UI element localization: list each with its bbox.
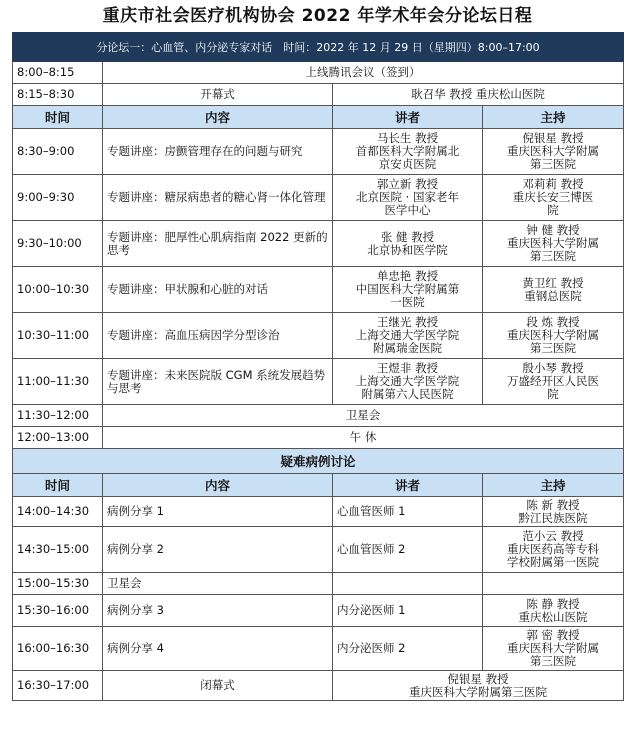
time-cell: 8:00–8:15 bbox=[13, 62, 103, 84]
speaker-line: 王煜非 教授 bbox=[376, 361, 439, 375]
content-cell: 开幕式 bbox=[103, 84, 333, 106]
speaker-cell: 心血管医师 1 bbox=[333, 497, 483, 527]
break-row bbox=[13, 427, 624, 449]
host-line: 倪银星 教授 bbox=[522, 131, 584, 145]
header-content: 内容 bbox=[103, 106, 333, 129]
header-time: 时间 bbox=[13, 474, 103, 497]
header-speaker: 讲者 bbox=[333, 474, 483, 497]
host-line: 第三医院 bbox=[530, 157, 576, 171]
host-line: 陈 静 教授 bbox=[526, 596, 580, 611]
forum-banner-row bbox=[13, 33, 624, 62]
speaker-line: 上海交通大学医学院 bbox=[355, 374, 460, 388]
host-line: 黔江民族医院 bbox=[518, 510, 588, 525]
host-line: 重钢总医院 bbox=[524, 288, 582, 303]
host-line: 第三医院 bbox=[530, 249, 576, 263]
time-cell: 14:00–14:30 bbox=[13, 497, 103, 527]
host-cell bbox=[483, 129, 624, 175]
speaker-line: 中国医科大学附属第 bbox=[355, 282, 460, 296]
speaker-cell: 内分泌医师 2 bbox=[333, 627, 483, 671]
speaker-cell: 心血管医师 2 bbox=[333, 527, 483, 573]
speaker-cell bbox=[333, 129, 483, 175]
speaker-cell bbox=[333, 221, 483, 267]
column-header-row bbox=[13, 474, 624, 497]
content-cell: 闭幕式 bbox=[103, 671, 333, 701]
schedule-row bbox=[13, 84, 624, 106]
speaker-line: 一医院 bbox=[390, 295, 425, 309]
speaker-cell bbox=[333, 573, 483, 595]
speaker-line: 马长生 教授 bbox=[376, 131, 439, 145]
host-cell bbox=[483, 267, 624, 313]
host-line: 万盛经开区人民医 bbox=[507, 374, 599, 388]
forum-banner: 分论坛一：心血管、内分泌专家对话 时间：2022 年 12 月 29 日（星期四）8:00–17:00 bbox=[13, 33, 624, 62]
host-cell bbox=[483, 175, 624, 221]
speaker-line: 单忠艳 教授 bbox=[376, 269, 439, 283]
speaker-line: 京安贞医院 bbox=[378, 157, 437, 171]
host-line: 重庆医科大学附属 bbox=[507, 641, 599, 655]
speaker-line: 附属瑞金医院 bbox=[373, 341, 442, 355]
content-cell: 卫星会 bbox=[103, 573, 333, 595]
content-cell: 专题讲座：糖尿病患者的糖心肾一体化管理 bbox=[103, 175, 333, 221]
speaker-cell bbox=[333, 359, 483, 405]
header-content: 内容 bbox=[103, 474, 333, 497]
host-line: 院 bbox=[547, 387, 559, 401]
speaker-host-line: 倪银星 教授 bbox=[447, 671, 509, 686]
time-cell: 10:30–11:00 bbox=[13, 313, 103, 359]
host-line: 黄卫红 教授 bbox=[522, 275, 584, 290]
session-row bbox=[13, 313, 624, 359]
content-cell: 病例分享 4 bbox=[103, 627, 333, 671]
speaker-line: 附属第六人民医院 bbox=[361, 387, 454, 401]
speaker-line: 首都医科大学附属北 bbox=[355, 144, 460, 158]
host-cell bbox=[483, 221, 624, 267]
speaker-cell bbox=[333, 175, 483, 221]
closing-row bbox=[13, 671, 624, 701]
speaker-cell: 内分泌医师 1 bbox=[333, 595, 483, 627]
section-title: 疑难病例讨论 bbox=[13, 449, 624, 474]
host-line: 重庆长安三博医 bbox=[512, 190, 594, 204]
host-line: 殷小琴 教授 bbox=[522, 361, 584, 375]
host-line: 重庆松山医院 bbox=[518, 609, 588, 624]
session-row bbox=[13, 175, 624, 221]
time-cell: 9:00–9:30 bbox=[13, 175, 103, 221]
speaker-line: 医学中心 bbox=[384, 203, 431, 217]
host-line: 第三医院 bbox=[530, 341, 576, 355]
host-cell bbox=[483, 573, 624, 595]
time-cell: 12:00–13:00 bbox=[13, 427, 103, 449]
host-line: 邓莉莉 教授 bbox=[522, 177, 584, 191]
content-cell: 专题讲座：甲状腺和心脏的对话 bbox=[103, 267, 333, 313]
speaker-cell bbox=[333, 267, 483, 313]
time-cell: 16:00–16:30 bbox=[13, 627, 103, 671]
host-line: 重庆医药高等专科 bbox=[507, 542, 599, 556]
time-cell: 10:00–10:30 bbox=[13, 267, 103, 313]
content-cell: 专题讲座：房颤管理存在的问题与研究 bbox=[103, 129, 333, 175]
content-cell: 病例分享 2 bbox=[103, 527, 333, 573]
host-line: 学校附属第一医院 bbox=[507, 555, 599, 569]
time-cell: 14:30–15:00 bbox=[13, 527, 103, 573]
host-line: 重庆医科大学附属 bbox=[507, 328, 599, 342]
host-cell bbox=[483, 359, 624, 405]
host-cell bbox=[483, 595, 624, 627]
speaker-host-line: 重庆医科大学附属第三医院 bbox=[409, 684, 547, 699]
merged-content-cell: 上线腾讯会议（签到） bbox=[103, 62, 624, 84]
speaker-host-cell bbox=[333, 671, 624, 701]
session-row bbox=[13, 267, 624, 313]
case-row bbox=[13, 497, 624, 527]
time-cell: 11:30–12:00 bbox=[13, 405, 103, 427]
merged-content-cell: 午 休 bbox=[103, 427, 624, 449]
speaker-line: 上海交通大学医学院 bbox=[355, 328, 460, 342]
host-line: 陈 新 教授 bbox=[526, 497, 580, 512]
header-time: 时间 bbox=[13, 106, 103, 129]
schedule-table bbox=[12, 32, 624, 701]
session-row bbox=[13, 221, 624, 267]
host-line: 钟 健 教授 bbox=[526, 223, 580, 237]
time-cell: 16:30–17:00 bbox=[13, 671, 103, 701]
host-cell bbox=[483, 313, 624, 359]
merged-content-cell: 卫星会 bbox=[103, 405, 624, 427]
content-cell: 专题讲座：未来医院版 CGM 系统发展趋势与思考 bbox=[103, 359, 333, 405]
speaker-line: 北京医院 · 国家老年 bbox=[356, 190, 459, 204]
speaker-line: 张 健 教授 bbox=[380, 229, 435, 244]
host-line: 段 炼 教授 bbox=[526, 315, 580, 329]
page-title: 重庆市社会医疗机构协会 2022 年学术年会分论坛日程 bbox=[102, 6, 533, 26]
schedule-row bbox=[13, 62, 624, 84]
speaker-host-cell: 耿召华 教授 重庆松山医院 bbox=[333, 84, 624, 106]
speaker-line: 王继光 教授 bbox=[376, 315, 439, 329]
column-header-row bbox=[13, 106, 624, 129]
header-host: 主持 bbox=[483, 106, 624, 129]
time-cell: 15:00–15:30 bbox=[13, 573, 103, 595]
case-row bbox=[13, 595, 624, 627]
host-line: 院 bbox=[547, 203, 559, 217]
header-speaker: 讲者 bbox=[333, 106, 483, 129]
host-line: 重庆医科大学附属 bbox=[507, 236, 599, 250]
section-title-row bbox=[13, 449, 624, 474]
host-line: 第三医院 bbox=[530, 654, 576, 668]
content-cell: 病例分享 3 bbox=[103, 595, 333, 627]
time-cell: 8:30–9:00 bbox=[13, 129, 103, 175]
case-row bbox=[13, 573, 624, 595]
session-row bbox=[13, 129, 624, 175]
time-cell: 15:30–16:00 bbox=[13, 595, 103, 627]
case-row bbox=[13, 627, 624, 671]
host-cell bbox=[483, 497, 624, 527]
host-line: 重庆医科大学附属 bbox=[507, 144, 599, 158]
header-host: 主持 bbox=[483, 474, 624, 497]
content-cell: 专题讲座：肥厚性心肌病指南 2022 更新的思考 bbox=[103, 221, 333, 267]
speaker-line: 北京协和医学院 bbox=[367, 242, 448, 257]
case-row bbox=[13, 527, 624, 573]
time-cell: 9:30–10:00 bbox=[13, 221, 103, 267]
time-cell: 11:00–11:30 bbox=[13, 359, 103, 405]
time-cell: 8:15–8:30 bbox=[13, 84, 103, 106]
host-line: 范小云 教授 bbox=[522, 529, 584, 543]
speaker-cell bbox=[333, 313, 483, 359]
host-line: 郭 密 教授 bbox=[526, 628, 580, 642]
session-row bbox=[13, 359, 624, 405]
content-cell: 专题讲座：高血压病因学分型诊治 bbox=[103, 313, 333, 359]
break-row bbox=[13, 405, 624, 427]
host-cell bbox=[483, 527, 624, 573]
host-cell bbox=[483, 627, 624, 671]
content-cell: 病例分享 1 bbox=[103, 497, 333, 527]
speaker-line: 郭立新 教授 bbox=[376, 177, 439, 191]
